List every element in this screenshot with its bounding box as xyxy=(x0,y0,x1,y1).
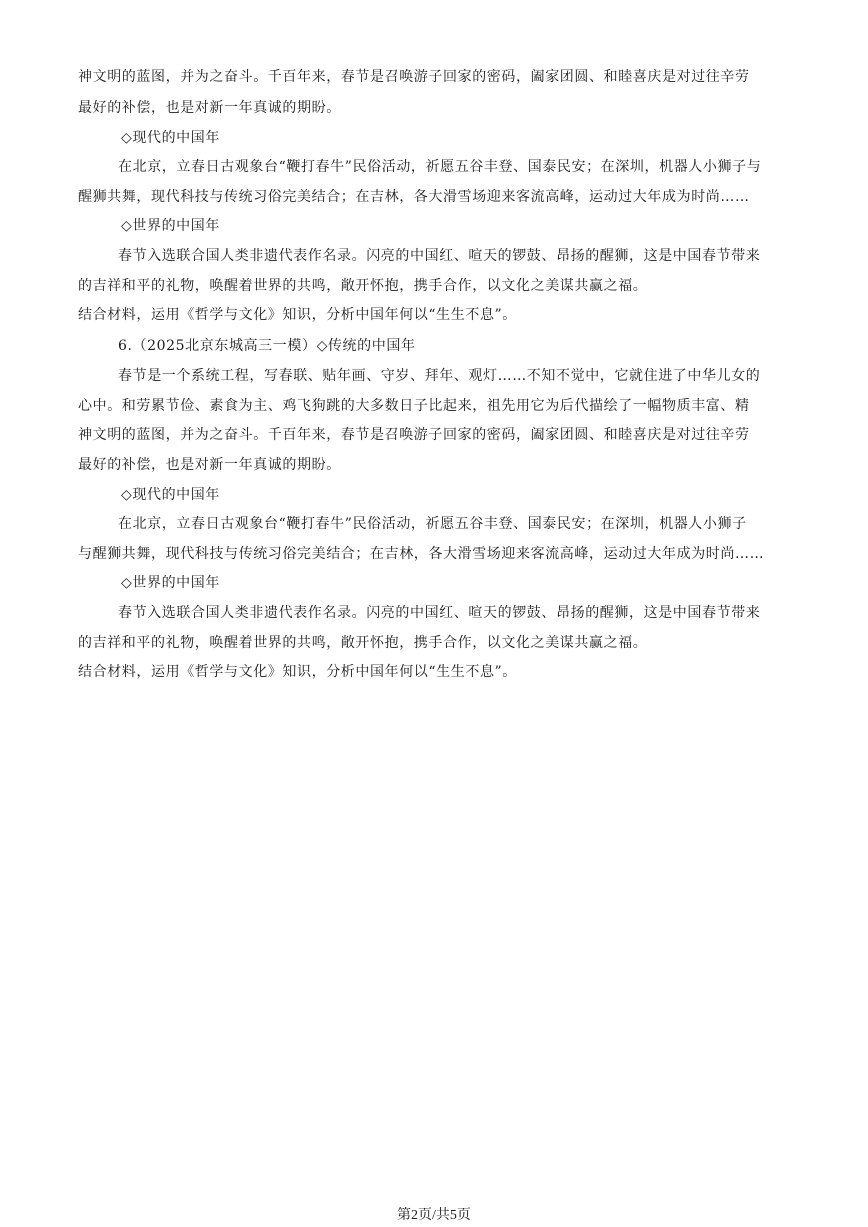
paragraph-line: 的吉祥和平的礼物，唤醒着世界的共鸣，敞开怀抱，携手合作，以文化之美谋共赢之福。 xyxy=(78,635,648,651)
question-number-line: 6.（2025北京东城高三一模）◇传统的中国年 xyxy=(118,338,416,354)
paragraph-line: 春节是一个系统工程，写春联、贴年画、守岁、拜年、观灯……不知不觉中，它就住进了中华儿女的 xyxy=(118,368,761,384)
question-text: 结合材料，运用《哲学与文化》知识，分析中国年何以“生生不息”。 xyxy=(78,307,517,323)
section-heading: ◇世界的中国年 xyxy=(121,218,220,234)
paragraph-line: 最好的补偿，也是对新一年真诚的期盼。 xyxy=(78,457,341,473)
paragraph-line: 神文明的蓝图，并为之奋斗。千百年来，春节是召唤游子回家的密码，阖家团圆、和睦喜庆是对过往辛劳 xyxy=(78,69,750,85)
section-heading: ◇现代的中国年 xyxy=(121,130,220,146)
question-text: 结合材料，运用《哲学与文化》知识，分析中国年何以“生生不息”。 xyxy=(78,664,517,680)
paragraph-line: 醒狮共舞，现代科技与传统习俗完美结合；在吉林，各大滑雪场迎来客流高峰，运动过大年成为时尚…… xyxy=(78,189,750,205)
paragraph-line: 在北京，立春日古观象台“鞭打春牛”民俗活动，祈愿五谷丰登、国泰民安；在深圳，机器人小狮子与 xyxy=(118,159,762,175)
section-heading: ◇世界的中国年 xyxy=(121,575,220,591)
paragraph-line: 与醒狮共舞，现代科技与传统习俗完美结合；在吉林，各大滑雪场迎来客流高峰，运动过大年成为时尚…… xyxy=(78,546,765,562)
paragraph-line: 神文明的蓝图，并为之奋斗。千百年来，春节是召唤游子回家的密码，阖家团圆、和睦喜庆是对过往辛劳 xyxy=(78,427,750,443)
section-heading: ◇现代的中国年 xyxy=(121,487,220,503)
paragraph-line: 在北京，立春日古观象台“鞭打春牛”民俗活动，祈愿五谷丰登、国泰民安；在深圳，机器人小狮子 xyxy=(118,516,747,532)
paragraph-line: 的吉祥和平的礼物，唤醒着世界的共鸣，敞开怀抱，携手合作，以文化之美谋共赢之福。 xyxy=(78,278,648,294)
paragraph-line: 心中。和劳累节俭、素食为主、鸡飞狗跳的大多数日子比起来，祖先用它为后代描绘了一幅物质丰富、精 xyxy=(78,398,750,414)
page-number-footer: 第2页/共5页 xyxy=(397,1208,471,1223)
paragraph-line: 春节入选联合国人类非遗代表作名录。闪亮的中国红、喧天的锣鼓、昂扬的醒狮，这是中国春节带来 xyxy=(118,605,761,621)
paragraph-line: 春节入选联合国人类非遗代表作名录。闪亮的中国红、喧天的锣鼓、昂扬的醒狮，这是中国春节带来 xyxy=(118,248,761,264)
paragraph-line: 最好的补偿，也是对新一年真诚的期盼。 xyxy=(78,100,341,116)
